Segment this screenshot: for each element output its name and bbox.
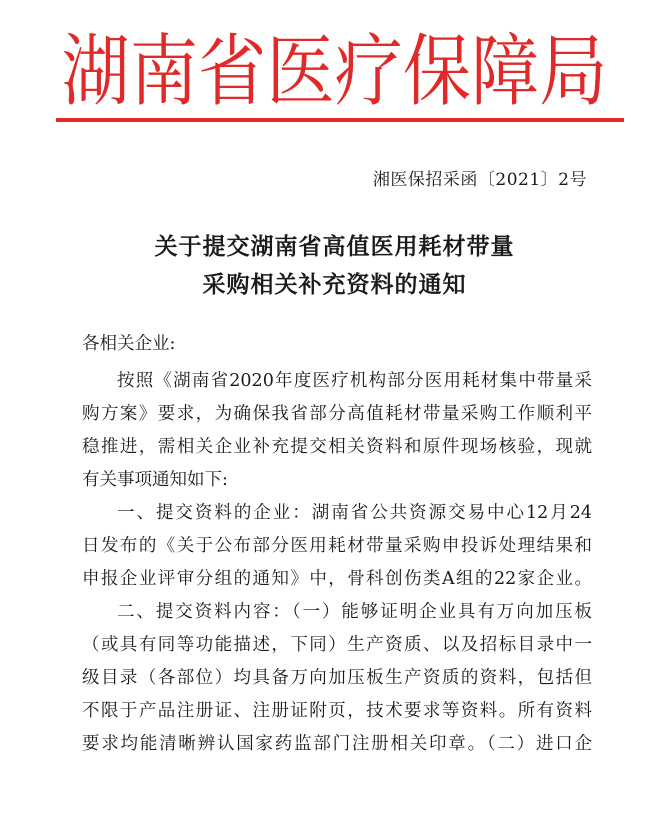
paragraph-line: 购方案》要求，为确保我省部分高值耗材带量采购工作顺利平: [82, 404, 592, 424]
document-title-line-2: 采购相关补充资料的通知: [202, 271, 467, 298]
paragraph-1: [82, 365, 592, 497]
paragraph-2: [82, 497, 592, 596]
letterhead-red-rule: [56, 118, 624, 122]
paragraph-line: 申报企业评审分组的通知》中，骨科创伤类A组的22家企业。: [82, 569, 592, 589]
document-number: 湘医保招采函〔2021〕2号: [372, 170, 587, 190]
org-name: 湖南省医疗保障局: [61, 27, 608, 115]
paragraph-3: [82, 596, 592, 761]
paragraph-line: 稳推进，需相关企业补充提交相关资料和原件现场核验，现就: [82, 437, 592, 457]
paragraph-line: 级目录（各部位）均具备万向加压板生产资质的资料，包括但: [82, 668, 592, 688]
letterhead: [0, 10, 669, 115]
paragraph-line: 日发布的《关于公布部分医用耗材带量采购申投诉处理结果和: [82, 536, 592, 556]
paragraph-line: 按照《湖南省2020年度医疗机构部分医用耗材集中带量采: [117, 371, 592, 391]
letterhead-title: [0, 10, 669, 115]
paragraph-line: 要求均能清晰辨认国家药监部门注册相关印章。（二）进口企: [82, 734, 592, 754]
salutation: 各相关企业:: [82, 334, 176, 354]
paragraph-line: 二、提交资料内容：（一）能够证明企业具有万向加压板: [117, 602, 592, 622]
paragraph-line: （或具有同等功能描述，下同）生产资质、以及招标目录中一: [82, 635, 592, 655]
paragraph-line: 不限于产品注册证、注册证附页，技术要求等资料。所有资料: [82, 701, 592, 721]
paragraph-line: 一、提交资料的企业：湖南省公共资源交易中心12月24: [117, 503, 592, 523]
document-title-line-1: 关于提交湖南省高值医用耗材带量: [154, 233, 515, 260]
paragraph-line: 有关事项通知如下:: [82, 470, 228, 490]
